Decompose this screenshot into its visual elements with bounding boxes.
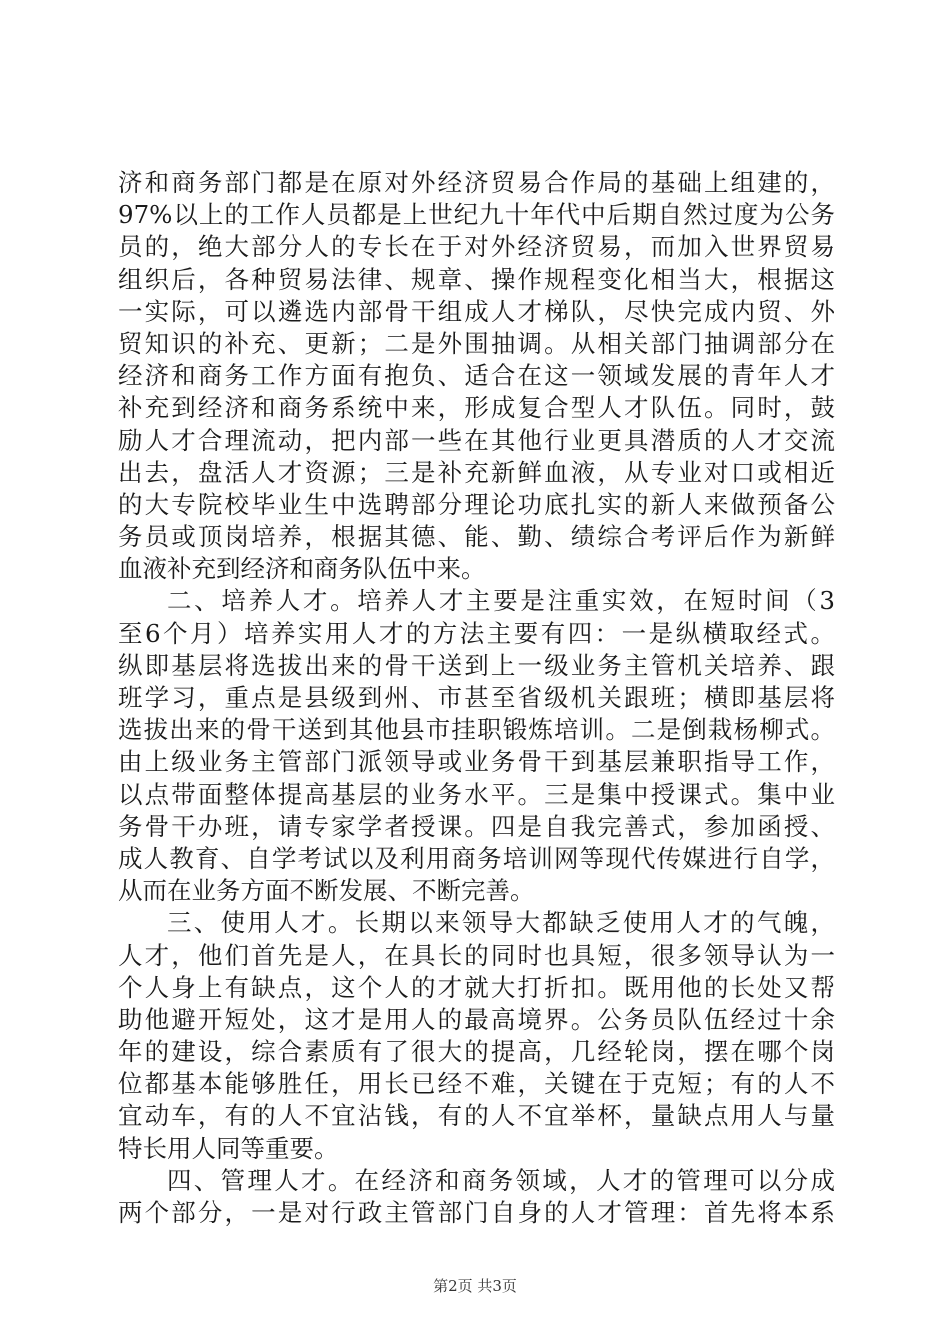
text-line: 班学习，重点是县级到州、市甚至省级机关跟班；横即基层将 bbox=[118, 683, 835, 712]
text-line: 二、培养人才。培养人才主要是注重实效，在短时间（3 bbox=[167, 586, 835, 616]
text-line: 两个部分，一是对行政主管部门自身的人才管理：首先将本系 bbox=[118, 1198, 835, 1227]
text-line: 四、管理人才。在经济和商务领域，人才的管理可以分成 bbox=[167, 1165, 835, 1195]
text-line: 宜动车，有的人不宜沾钱，有的人不宜举杯，量缺点用人与量 bbox=[118, 1101, 835, 1131]
text-line: 一实际，可以遴选内部骨干组成人才梯队，尽快完成内贸、外 bbox=[118, 296, 835, 326]
text-line: 补充到经济和商务系统中来，形成复合型人才队伍。同时，鼓 bbox=[118, 393, 835, 423]
text-line: 三、使用人才。长期以来领导大都缺乏使用人才的气魄， bbox=[167, 908, 835, 938]
text-line: 以点带面整体提高基层的业务水平。三是集中授课式。集中业 bbox=[118, 779, 835, 809]
text-line: 贸知识的补充、更新；二是外围抽调。从相关部门抽调部分在 bbox=[118, 328, 835, 358]
document-body bbox=[118, 167, 835, 1229]
text-line: 济和商务部门都是在原对外经济贸易合作局的基础上组建的， bbox=[118, 168, 835, 197]
text-line: 务骨干办班，请专家学者授课。四是自我完善式，参加函授、 bbox=[118, 811, 835, 841]
text-line: 助他避开短处，这才是用人的最高境界。公务员队伍经过十余 bbox=[118, 1004, 835, 1034]
text-line: 的大专院校毕业生中选聘部分理论功底扎实的新人来做预备公 bbox=[118, 489, 835, 519]
text-line: 励人才合理流动，把内部一些在其他行业更具潜质的人才交流 bbox=[118, 425, 835, 455]
text-line: 97%以上的工作人员都是上世纪九十年代中后期自然过度为公务 bbox=[118, 200, 835, 230]
text-line: 位都基本能够胜任，用长已经不难，关键在于克短；有的人不 bbox=[118, 1069, 835, 1099]
text-line: 成人教育、自学考试以及利用商务培训网等现代传媒进行自学， bbox=[118, 843, 835, 873]
text-line: 人才，他们首先是人，在具长的同时也具短，很多领导认为一 bbox=[118, 940, 835, 970]
text-line: 组织后，各种贸易法律、规章、操作规程变化相当大，根据这 bbox=[118, 264, 835, 294]
text-line: 员的，绝大部分人的专长在于对外经济贸易，而加入世界贸易 bbox=[118, 232, 835, 262]
text-line: 务员或顶岗培养，根据其德、能、勤、绩综合考评后作为新鲜 bbox=[118, 522, 835, 552]
text-line: 个人身上有缺点，这个人的才就大打折扣。既用他的长处又帮 bbox=[118, 972, 835, 1002]
text-line: 由上级业务主管部门派领导或业务骨干到基层兼职指导工作， bbox=[118, 747, 835, 777]
text-line: 经济和商务工作方面有抱负、适合在这一领域发展的青年人才 bbox=[118, 361, 835, 391]
text-line: 纵即基层将选拔出来的骨干送到上一级业务主管机关培养、跟 bbox=[118, 650, 835, 680]
text-line: 特长用人同等重要。 bbox=[118, 1133, 339, 1163]
text-line: 至6个月）培养实用人才的方法主要有四：一是纵横取经式。 bbox=[118, 618, 835, 648]
text-line: 出去，盘活人才资源；三是补充新鲜血液，从专业对口或相近 bbox=[118, 457, 835, 487]
text-line: 选拔出来的骨干送到其他县市挂职锻炼培训。二是倒栽杨柳式。 bbox=[118, 715, 835, 745]
text-line: 年的建设，综合素质有了很大的提高，几经轮岗，摆在哪个岗 bbox=[118, 1037, 835, 1067]
text-line: 血液补充到经济和商务队伍中来。 bbox=[118, 554, 486, 584]
text-line: 从而在业务方面不断发展、不断完善。 bbox=[118, 876, 535, 906]
page-footer: 第2页 共3页 bbox=[433, 1277, 517, 1295]
